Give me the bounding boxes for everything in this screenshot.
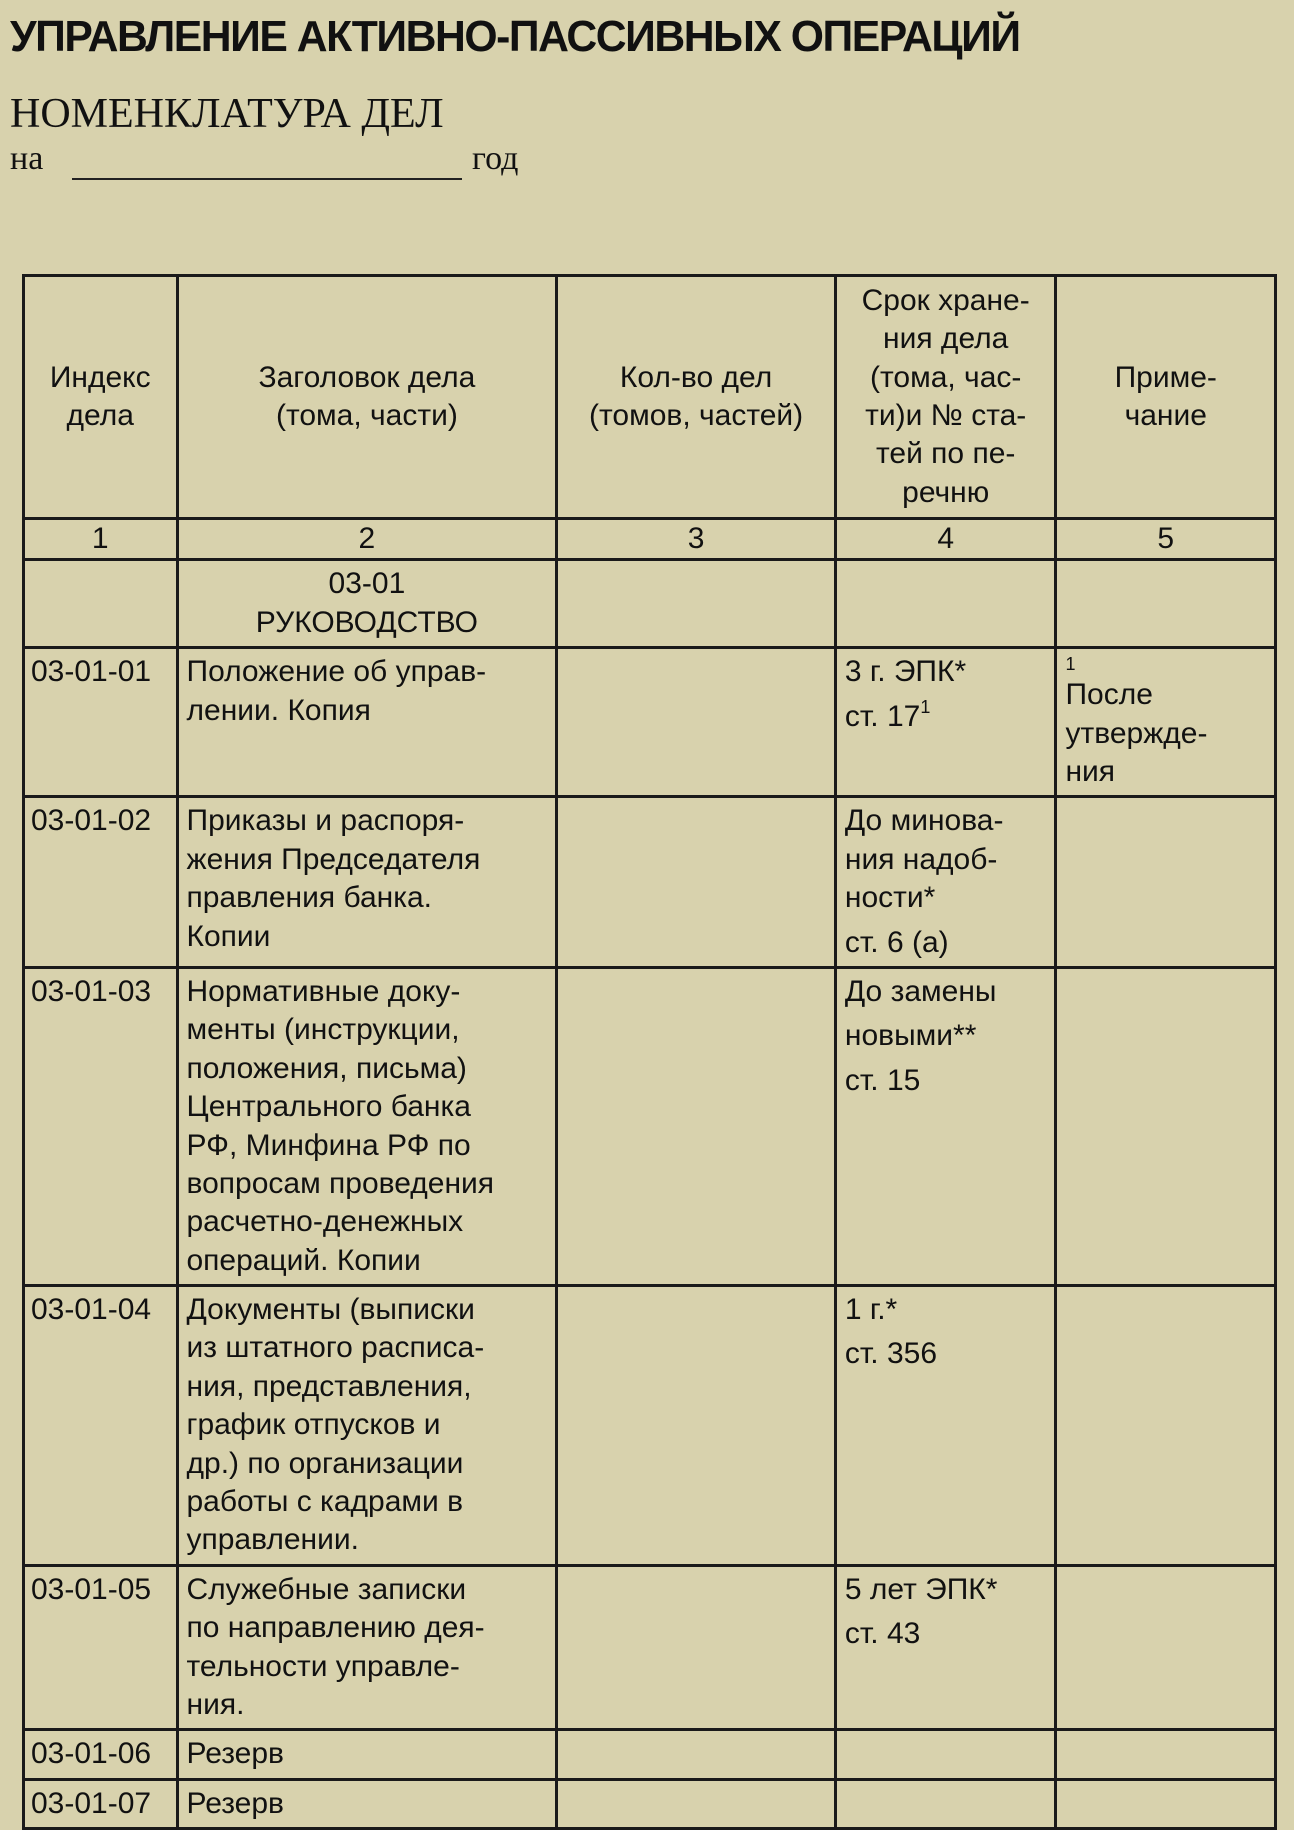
case-note	[1056, 1779, 1276, 1828]
case-count	[557, 648, 836, 797]
case-title-line: жения Председателя	[186, 842, 481, 876]
retention-term-text: 3 г. ЭПК*	[844, 655, 967, 689]
case-title-line: вопросам проведения	[186, 1166, 495, 1200]
case-count	[557, 967, 836, 1285]
retention-term-line	[845, 1062, 1047, 1100]
column-header-line: тей по пе-	[876, 437, 1016, 471]
case-note-text: утвержде-	[1065, 716, 1208, 750]
case-count	[557, 1779, 836, 1828]
case-title-line: работы с кадрами в	[186, 1485, 464, 1519]
column-header-line: (тома, части)	[275, 399, 458, 432]
organization-title: УПРАВЛЕНИЕ АКТИВНО-ПАССИВНЫХ ОПЕРАЦИЙ	[10, 12, 1020, 61]
case-title-line: Документы (выписки	[186, 1293, 475, 1327]
case-title-line: из штатного расписа-	[186, 1331, 485, 1365]
table-header-row	[24, 276, 1276, 519]
column-header-line: чание	[1124, 399, 1207, 432]
retention-term-line	[845, 802, 1047, 840]
table-row	[24, 1779, 1276, 1828]
section-term-cell	[835, 560, 1056, 648]
case-title-line: Приказы и распоря-	[186, 804, 465, 838]
retention-term-text: ст. 6 (а)	[844, 925, 949, 959]
case-note-line	[1065, 715, 1266, 753]
table-row	[24, 1730, 1276, 1779]
column-header-line: дела	[66, 399, 134, 432]
retention-term	[835, 1730, 1056, 1779]
case-title	[177, 1565, 557, 1730]
case-title	[177, 967, 557, 1285]
case-title-line: Резерв	[186, 1786, 284, 1820]
case-title-line: Резерв	[186, 1737, 284, 1771]
retention-term-text: 1 г.*	[844, 1293, 898, 1327]
case-title-line: ния, представления,	[186, 1369, 472, 1403]
column-header-line: (тома, час-	[870, 360, 1022, 394]
column-header-line: Срок хране-	[861, 283, 1030, 317]
table-row	[24, 1286, 1276, 1566]
column-header-line: Приме-	[1114, 360, 1217, 394]
case-index: 03-01-05	[24, 1565, 178, 1730]
case-title-line: РФ, Минфина РФ по	[186, 1128, 471, 1162]
column-header-line: речню	[902, 475, 990, 509]
table-row	[24, 648, 1276, 797]
case-title-line: правления банка.	[186, 881, 433, 915]
case-note-line	[1065, 653, 1266, 714]
case-index: 03-01-02	[24, 797, 178, 968]
retention-term-text: ст. 356	[844, 1337, 938, 1371]
column-number-1: 1	[24, 519, 178, 560]
case-title-line: операций. Копии	[186, 1243, 421, 1277]
section-code: 03-01	[328, 567, 406, 601]
nomenclature-table	[22, 274, 1277, 1830]
column-number-2: 2	[177, 519, 557, 560]
column-header-line: Заголовок дела	[258, 360, 476, 394]
retention-term-line	[845, 973, 1047, 1011]
case-index: 03-01-03	[24, 967, 178, 1285]
retention-term-text: ности*	[844, 881, 936, 915]
column-header-5	[1056, 276, 1276, 519]
section-row	[24, 560, 1276, 648]
case-title-line: Центрального банка	[186, 1090, 471, 1124]
retention-term-line	[845, 653, 1047, 691]
retention-term	[835, 1565, 1056, 1730]
column-header-1	[24, 276, 178, 519]
retention-term	[835, 1779, 1056, 1828]
retention-term-line	[845, 1291, 1047, 1329]
case-title-line: менты (инструкции,	[186, 1013, 460, 1047]
case-note-line	[1065, 753, 1266, 791]
case-title-line: Положение об управ-	[186, 655, 487, 689]
retention-term-line	[845, 1017, 1047, 1055]
case-count	[557, 1286, 836, 1566]
case-index: 03-01-07	[24, 1779, 178, 1828]
case-count	[557, 1730, 836, 1779]
case-title	[177, 648, 557, 797]
case-title-line: Нормативные доку-	[186, 974, 461, 1008]
case-title-line: график отпусков и	[186, 1408, 441, 1442]
case-title-line: по направлению дея-	[186, 1611, 485, 1645]
retention-term	[835, 967, 1056, 1285]
case-title-line: Копии	[186, 919, 271, 953]
retention-term-line	[845, 924, 1047, 962]
section-note-cell	[1056, 560, 1276, 648]
retention-term-line	[845, 841, 1047, 879]
retention-term-text: новыми**	[844, 1019, 977, 1053]
case-title-line: др.) по организации	[186, 1446, 464, 1480]
column-header-line: ти)и № ста-	[865, 399, 1027, 432]
column-header-line: ния дела	[883, 322, 1009, 356]
document-title: НОМЕНКЛАТУРА ДЕЛ	[10, 91, 444, 137]
case-title	[177, 797, 557, 968]
case-count	[557, 797, 836, 968]
year-prefix: на	[10, 140, 44, 177]
case-title-line: управлении.	[186, 1523, 359, 1557]
column-number-3: 3	[557, 519, 836, 560]
footnote-marker: 1	[1065, 654, 1076, 675]
retention-term-line	[845, 1571, 1047, 1609]
retention-term-text: ст. 43	[844, 1617, 921, 1651]
case-note-text: После	[1065, 678, 1153, 712]
section-name: РУКОВОДСТВО	[255, 605, 479, 639]
column-number-4: 4	[835, 519, 1056, 560]
retention-term-text: ст. 17	[844, 699, 921, 733]
case-note	[1056, 1286, 1276, 1566]
table-row	[24, 967, 1276, 1285]
column-header-2	[177, 276, 557, 519]
column-number-5: 5	[1056, 519, 1276, 560]
retention-term-text: ния надоб-	[844, 842, 998, 876]
case-title-line: ния.	[186, 1687, 245, 1721]
section-count-cell	[557, 560, 836, 648]
column-header-4	[835, 276, 1056, 519]
case-title-line: расчетно-денежных	[186, 1205, 464, 1239]
table-row	[24, 1565, 1276, 1730]
retention-term-text: До замены	[844, 974, 997, 1008]
case-title	[177, 1730, 557, 1779]
case-note	[1056, 648, 1276, 797]
year-blank-field	[72, 178, 462, 180]
case-title	[177, 1779, 557, 1828]
case-title-line: Служебные записки	[186, 1572, 467, 1606]
case-note	[1056, 1565, 1276, 1730]
retention-term-text: ст. 15	[844, 1063, 921, 1097]
retention-term-line	[845, 1615, 1047, 1653]
case-note	[1056, 1730, 1276, 1779]
case-title	[177, 1286, 557, 1566]
case-title-line: положения, письма)	[186, 1051, 467, 1085]
table-row	[24, 797, 1276, 968]
column-header-line: (томов, частей)	[589, 399, 804, 432]
case-note-text: ния	[1065, 754, 1116, 788]
retention-term	[835, 797, 1056, 968]
case-title-line: лении. Копия	[186, 693, 371, 727]
case-count	[557, 1565, 836, 1730]
case-title-line: тельности управле-	[186, 1649, 460, 1683]
section-title	[177, 560, 557, 648]
retention-term-text: До минова-	[844, 804, 1004, 838]
case-index: 03-01-04	[24, 1286, 178, 1566]
retention-term-line	[845, 698, 1047, 736]
column-header-line: Кол-во дел	[619, 360, 773, 394]
column-header-line: Индекс	[49, 360, 151, 394]
retention-term-text: 5 лет ЭПК*	[844, 1572, 998, 1606]
case-index: 03-01-06	[24, 1730, 178, 1779]
footnote-marker: 1	[920, 696, 931, 717]
retention-term	[835, 1286, 1056, 1566]
case-note	[1056, 797, 1276, 968]
retention-term-line	[845, 1335, 1047, 1373]
column-numbers-row	[24, 519, 1276, 560]
case-note	[1056, 967, 1276, 1285]
retention-term-line	[845, 879, 1047, 917]
retention-term	[835, 648, 1056, 797]
case-index: 03-01-01	[24, 648, 178, 797]
year-suffix: год	[472, 140, 519, 177]
column-header-3	[557, 276, 836, 519]
section-index-cell	[24, 560, 178, 648]
